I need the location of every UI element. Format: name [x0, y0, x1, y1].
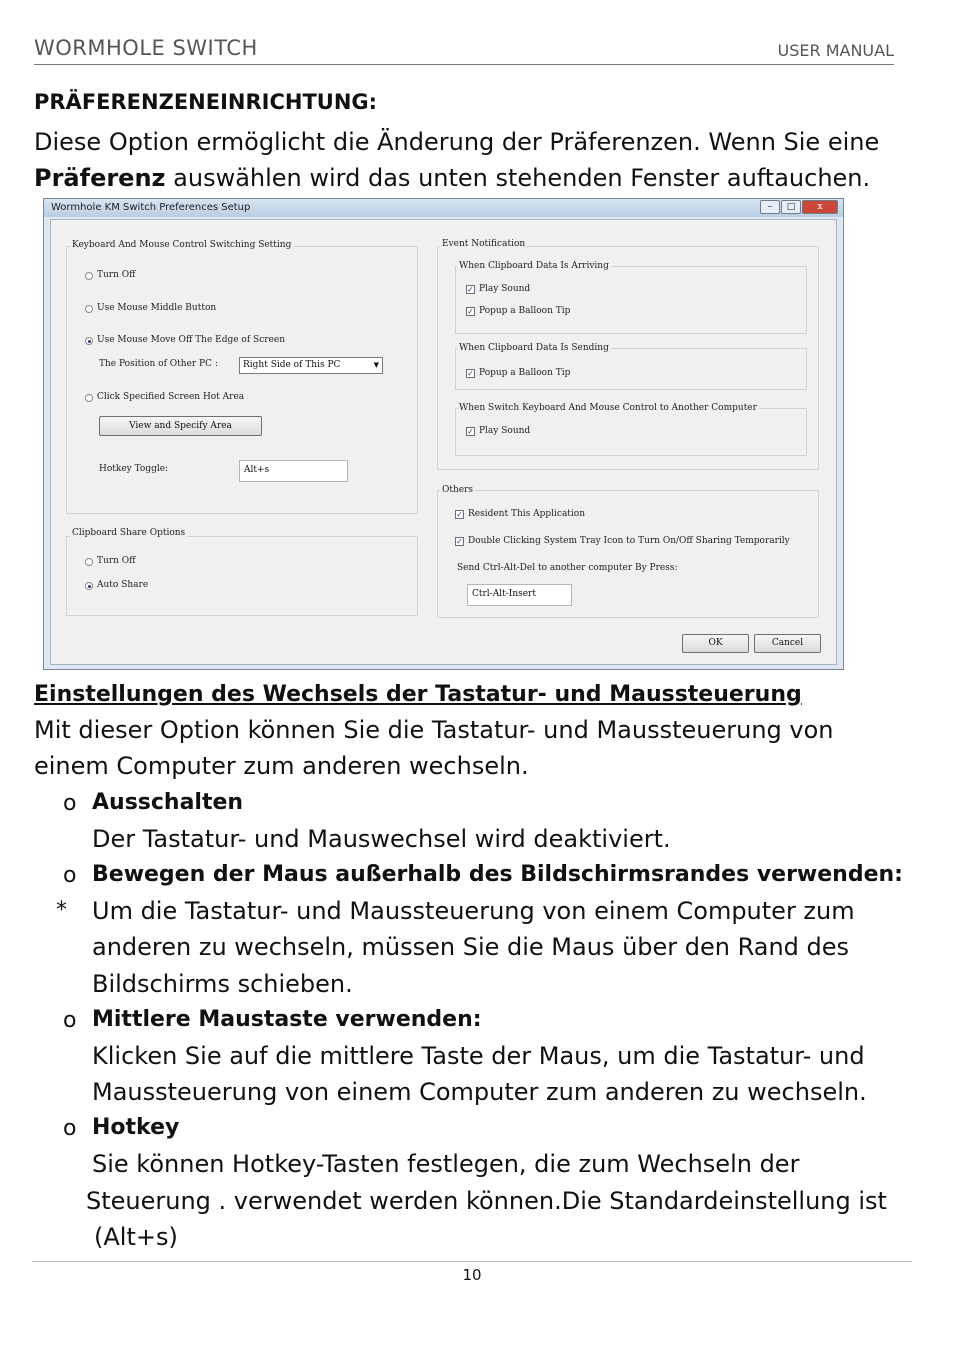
- window-client-area: [50, 219, 837, 665]
- move-off-edge-label: Use Mouse Move Off The Edge of Screen: [97, 335, 285, 345]
- intro-bold-word: Präferenz: [34, 164, 166, 192]
- arriving-balloon-label: Popup a Balloon Tip: [479, 306, 571, 316]
- arriving-play-sound-label: Play Sound: [479, 284, 531, 294]
- close-button[interactable]: x: [802, 200, 838, 214]
- item-hotkey-line-3: (Alt+s): [94, 1223, 178, 1251]
- item-middle-line-1: Klicken Sie auf die mittlere Taste der Maus, um die Tastatur- und: [92, 1042, 865, 1070]
- bullet-hotkey: o: [63, 1116, 77, 1141]
- intro-line-1: Diese Option ermöglicht die Änderung der Präferenzen. Wenn Sie eine: [34, 128, 880, 156]
- radio-auto-share[interactable]: [85, 582, 93, 590]
- subsection-title: Einstellungen des Wechsels der Tastatur- und Maussteuerung: [34, 682, 802, 707]
- header-title: WORMHOLE SWITCH: [34, 36, 258, 60]
- radio-kb-turn-off[interactable]: [85, 272, 93, 280]
- page-header: [34, 36, 894, 65]
- switching-play-sound-label: Play Sound: [479, 426, 531, 436]
- item-hotkey-title: Hotkey: [92, 1115, 180, 1140]
- subsection-line-1: Mit dieser Option können Sie die Tastatur- und Maussteuerung von: [34, 716, 834, 744]
- checkbox-resident[interactable]: ✓: [456, 510, 463, 519]
- item-off-title: Ausschalten: [92, 790, 244, 815]
- item-edge-title: Bewegen der Maus außerhalb des Bildschirmsrandes verwenden:: [92, 862, 903, 887]
- preferences-window-screenshot: [43, 198, 844, 670]
- hotkey-label: Hotkey Toggle:: [99, 464, 169, 474]
- sending-balloon-label: Popup a Balloon Tip: [479, 368, 571, 378]
- window-title: Wormhole KM Switch Preferences Setup: [51, 202, 251, 213]
- item-edge-line-2: anderen zu wechseln, müssen Sie die Maus über den Rand des: [92, 933, 850, 961]
- item-off-text: Der Tastatur- und Mauswechsel wird deaktiviert.: [92, 825, 671, 853]
- checkbox-arriving-play-sound[interactable]: ✓: [467, 285, 474, 294]
- double-click-label: Double Clicking System Tray Icon to Turn On/Off Sharing Temporarily: [468, 536, 790, 546]
- middle-button-label: Use Mouse Middle Button: [97, 303, 217, 313]
- window-titlebar: [44, 199, 843, 217]
- clip-turn-off-label: Turn Off: [97, 556, 136, 566]
- intro-line-2: [34, 160, 870, 196]
- radio-middle-button[interactable]: [85, 305, 93, 313]
- kb-turn-off-label: Turn Off: [97, 270, 136, 280]
- footer-divider: [32, 1261, 912, 1262]
- event-notification-title: Event Notification: [442, 239, 526, 249]
- sending-subgroup-title: When Clipboard Data Is Sending: [459, 343, 609, 353]
- checkbox-arriving-balloon[interactable]: ✓: [467, 307, 474, 316]
- hot-area-label: Click Specified Screen Hot Area: [97, 392, 245, 402]
- item-edge-line-3: Bildschirms schieben.: [92, 970, 353, 998]
- chevron-down-icon: ▼: [373, 361, 379, 369]
- arriving-subgroup: [455, 266, 807, 334]
- clipboard-share-group-title: Clipboard Share Options: [72, 528, 186, 538]
- auto-share-label: Auto Share: [97, 580, 149, 590]
- item-middle-title: Mittlere Maustaste verwenden:: [92, 1007, 482, 1032]
- section-title: PRÄFERENZENEINRICHTUNG:: [34, 90, 378, 114]
- clipboard-share-group: [66, 536, 418, 616]
- item-middle-line-2: Maussteuerung von einem Computer zum anderen zu wechseln.: [92, 1078, 867, 1106]
- bullet-middle: o: [63, 1008, 77, 1033]
- ok-button[interactable]: OK: [682, 634, 749, 653]
- maximize-button[interactable]: □: [781, 200, 801, 214]
- page-number: 10: [462, 1266, 482, 1284]
- ctrl-alt-del-input[interactable]: Ctrl-Alt-Insert: [467, 584, 572, 606]
- kb-mouse-group-title: Keyboard And Mouse Control Switching Setting: [72, 240, 292, 250]
- radio-clip-turn-off[interactable]: [85, 558, 93, 566]
- checkbox-switching-play-sound[interactable]: ✓: [467, 427, 474, 436]
- radio-move-off-edge[interactable]: [85, 337, 93, 345]
- radio-hot-area[interactable]: [85, 394, 93, 402]
- minimize-button[interactable]: –: [760, 200, 780, 214]
- bullet-off: o: [63, 791, 77, 816]
- switching-subgroup-title: When Switch Keyboard And Mouse Control to Another Computer: [459, 403, 757, 413]
- checkbox-sending-balloon[interactable]: ✓: [467, 369, 474, 378]
- arriving-subgroup-title: When Clipboard Data Is Arriving: [459, 261, 609, 271]
- intro-line-2-rest: auswählen wird das unten stehenden Fenster auftauchen.: [165, 164, 871, 192]
- resident-label: Resident This Application: [468, 509, 586, 519]
- item-hotkey-line-2: Steuerung . verwendet werden können.Die Standardeinstellung ist: [86, 1187, 887, 1215]
- others-group-title: Others: [442, 485, 474, 495]
- checkbox-double-click[interactable]: ✓: [456, 537, 463, 546]
- ctrl-alt-del-label: Send Ctrl-Alt-Del to another computer By Press:: [457, 563, 678, 573]
- bullet-edge: o: [63, 863, 77, 888]
- position-select-value: Right Side of This PC: [243, 360, 341, 370]
- position-label: The Position of Other PC :: [99, 359, 218, 369]
- item-hotkey-line-1: Sie können Hotkey-Tasten festlegen, die zum Wechseln der: [92, 1150, 800, 1178]
- position-select[interactable]: [239, 357, 383, 374]
- star-marker: *: [56, 898, 67, 923]
- subsection-line-2: einem Computer zum anderen wechseln.: [34, 752, 529, 780]
- item-edge-line-1: Um die Tastatur- und Maussteuerung von einem Computer zum: [92, 897, 855, 925]
- hotkey-input[interactable]: Alt+s: [239, 460, 348, 482]
- view-specify-area-button[interactable]: View and Specify Area: [99, 416, 262, 436]
- cancel-button[interactable]: Cancel: [754, 634, 821, 653]
- header-manual-label: USER MANUAL: [777, 41, 894, 60]
